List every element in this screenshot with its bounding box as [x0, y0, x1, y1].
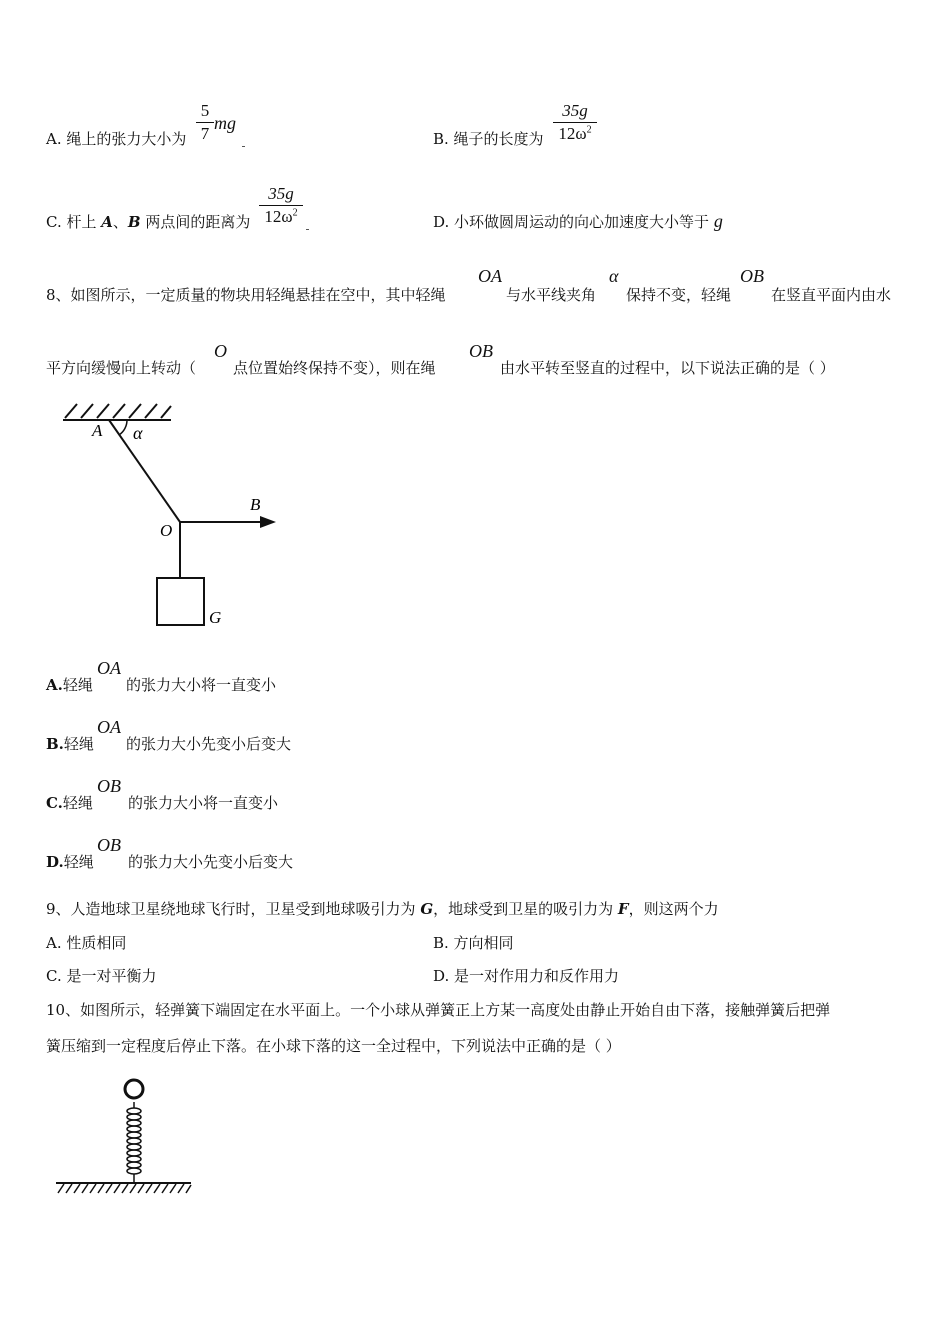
q8-option-b-text: 的张力大小先变小后变大	[126, 735, 292, 753]
q10-figure	[50, 1072, 200, 1202]
option-label: D.	[46, 853, 64, 871]
q8-stem-line1	[46, 284, 446, 305]
q7-option-b-text: B. 绳子的长度为	[433, 130, 544, 148]
ceiling-hatch	[63, 404, 171, 420]
q7-option-a-text: A. 绳上的张力大小为	[46, 130, 187, 148]
label-o: O	[160, 521, 173, 540]
q8-figure	[55, 395, 295, 635]
q8-ob-var: OB	[740, 266, 764, 286]
q8-stem-line2: 平方向缓慢向上转动（	[46, 359, 197, 377]
q8-option-c-var: OB	[97, 776, 121, 796]
block-g	[157, 578, 204, 625]
ground-hatch	[56, 1183, 191, 1193]
q9-option-c[interactable]: C. 是一对平衡力	[46, 967, 157, 985]
fraction-numerator: 35g	[562, 101, 588, 120]
fraction-denominator: 7	[200, 124, 210, 143]
fraction-bar	[553, 122, 597, 123]
arrow-head-icon	[260, 516, 276, 528]
label-a: A	[92, 421, 103, 440]
option-text: 轻绳	[62, 676, 93, 694]
q8-text-e: 点位置始终保持不变），则在绳	[233, 359, 436, 377]
q8-text-c: 保持不变，轻绳	[626, 286, 732, 304]
q7-option-d[interactable]	[433, 211, 723, 232]
q8-option-b[interactable]	[46, 733, 94, 754]
q7-option-c[interactable]	[46, 211, 250, 232]
den-base: 12ω	[558, 124, 587, 143]
q8-text: 8、如图所示，一定质量的物块用轻绳悬挂在空中，其中轻绳	[46, 286, 446, 304]
q8-option-b-var: OA	[97, 717, 121, 737]
option-label: A.	[46, 676, 63, 694]
point-a-var: A	[101, 213, 113, 231]
q8-text-b: 与水平线夹角	[506, 286, 597, 304]
q8-ob-var-2: OB	[469, 341, 493, 361]
q10-stem-line2: 簧压缩到一定程度后停止下落。在小球下落的这一全过程中，下列说法中正确的是（ ）	[46, 1037, 621, 1055]
q8-text-d: 在竖直平面内由水	[771, 286, 892, 304]
option-text: 轻绳	[63, 735, 94, 753]
fraction-denominator	[553, 124, 597, 144]
q8-option-a[interactable]	[46, 674, 93, 695]
q7-option-b-fraction	[553, 101, 597, 144]
q7-option-c-text-2: 两点间的距离为	[140, 213, 251, 231]
q9-option-b[interactable]: B. 方向相同	[433, 934, 514, 952]
q7-option-d-text: D. 小环做圆周运动的向心加速度大小等于	[433, 213, 714, 231]
point-b-var: B	[127, 213, 141, 231]
q7-option-a[interactable]	[46, 128, 186, 149]
ball	[125, 1080, 143, 1098]
q9-stem	[46, 898, 719, 919]
q8-option-a-var: OA	[97, 658, 121, 678]
decorative-dot	[306, 229, 309, 230]
option-label: B.	[46, 735, 64, 753]
den-base: 12ω	[264, 207, 293, 226]
q7-option-b[interactable]	[433, 128, 544, 149]
fraction-bar	[259, 205, 303, 206]
g-var: g	[713, 211, 723, 231]
q9-text-b: ，地球受到卫星的吸引力为	[433, 900, 618, 918]
fraction-bar	[196, 122, 214, 123]
label-g: G	[209, 608, 222, 627]
q8-o-var: O	[214, 341, 227, 361]
q7-option-a-fraction	[196, 101, 214, 144]
q9-option-d[interactable]: D. 是一对作用力和反作用力	[433, 967, 620, 985]
q9-text-a: 9、人造地球卫星绕地球飞行时，卫星受到地球吸引力为	[46, 900, 421, 918]
fraction-numerator: 35g	[268, 184, 294, 203]
q8-option-c-text: 的张力大小将一直变小	[128, 794, 279, 812]
q8-text-f: 由水平转至竖直的过程中，以下说法正确的是（ ）	[500, 359, 835, 377]
q8-option-c[interactable]	[46, 792, 93, 813]
fraction-numerator: 5	[200, 101, 210, 120]
option-text: 轻绳	[62, 794, 93, 812]
q10-stem-line1: 10、如图所示，轻弹簧下端固定在水平面上。一个小球从弹簧正上方某一高度处由静止开始自由下落，接触弹簧后把弹	[46, 1001, 831, 1019]
q8-oa-var: OA	[478, 266, 502, 286]
option-label: C.	[46, 794, 63, 812]
fraction-denominator	[259, 207, 303, 227]
q7-option-c-text-1: C. 杆上	[46, 213, 102, 231]
q7-option-c-fraction	[259, 184, 303, 227]
label-b: B	[250, 495, 261, 514]
q8-alpha-var: α	[609, 266, 619, 286]
angle-arc	[119, 420, 127, 435]
q7-option-a-mg: mg	[214, 113, 236, 133]
q9-text-c: ，则这两个力	[628, 900, 719, 918]
q9-option-a[interactable]: A. 性质相同	[46, 934, 127, 952]
f-var: F	[617, 900, 629, 918]
q8-option-d-text: 的张力大小先变小后变大	[128, 853, 294, 871]
decorative-dot	[242, 146, 245, 147]
q7-option-c-sep: 、	[112, 213, 128, 231]
den-exponent: 2	[292, 207, 298, 219]
spring	[127, 1102, 141, 1183]
den-exponent: 2	[586, 124, 592, 136]
g-var: G	[420, 900, 434, 918]
option-text: 轻绳	[63, 853, 94, 871]
q8-option-d[interactable]	[46, 851, 94, 872]
label-alpha: α	[133, 423, 143, 443]
q8-option-d-var: OB	[97, 835, 121, 855]
q8-option-a-text: 的张力大小将一直变小	[126, 676, 277, 694]
